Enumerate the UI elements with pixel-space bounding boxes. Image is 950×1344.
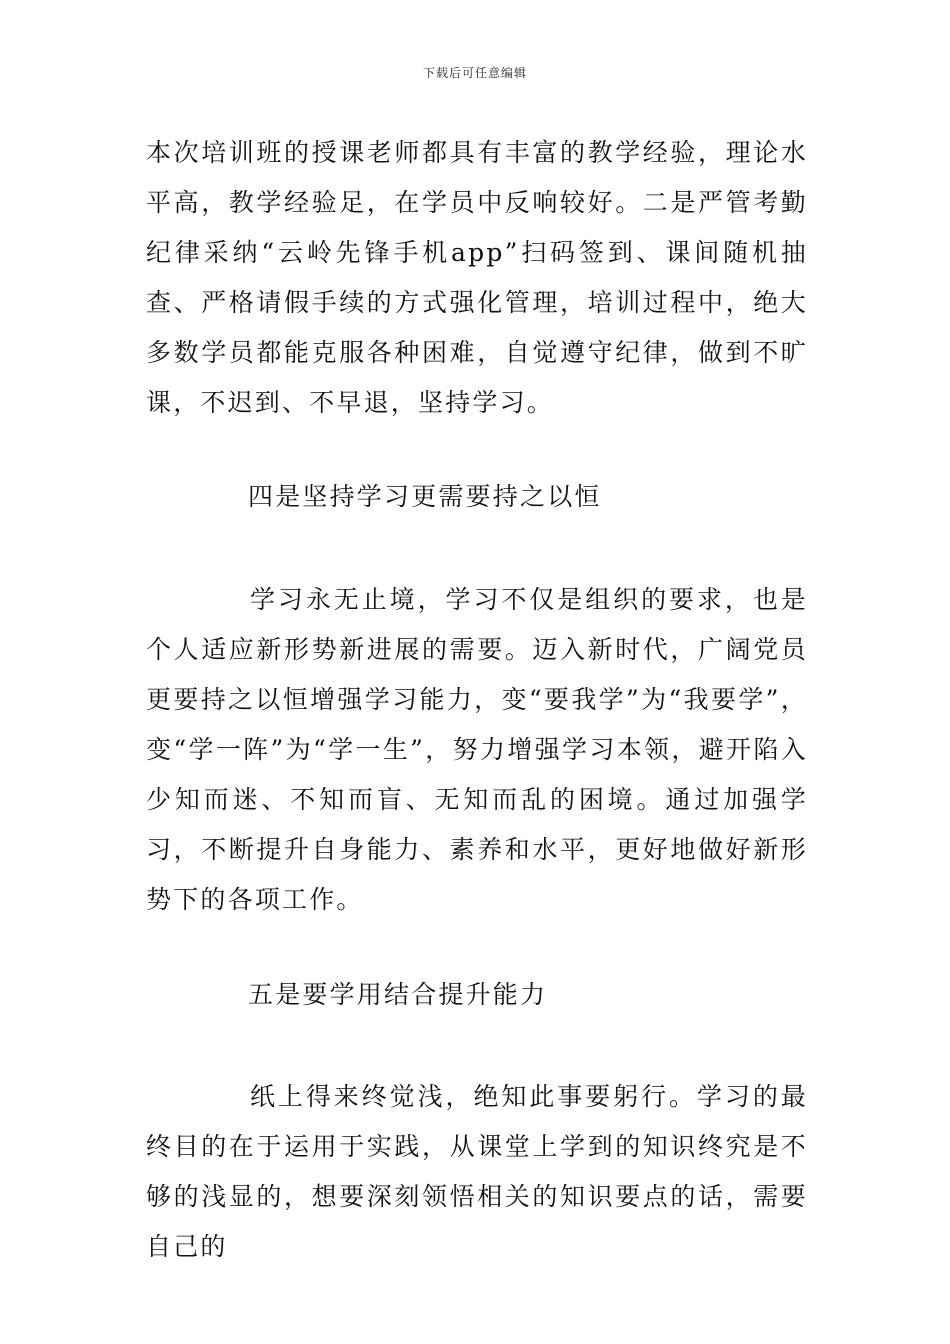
body-paragraph: 纸上得来终觉浅，绝知此事要躬行。学习的最终目的在于运用于实践，从课堂上学到的知识终究是不够的浅显的，想要深刻领悟相关的知识要点的话，需要自己的: [146, 1082, 808, 1261]
header-note: 下载后可任意编辑: [422, 66, 527, 80]
body-paragraph: 学习永无止境，学习不仅是组织的要求，也是个人适应新形势新进展的需要。迈入新时代，广阔党员更要持之以恒增强学习能力，变“要我学”为“我要学”，变“学一阵”为“学一生”，努力增强学习本领，避开陷入少知而迷、不知而盲、无知而乱的困境。通过加强学习，不断提升自身能力、素养和水平，更好地做好新形势下的各项工作。: [146, 585, 808, 914]
body-paragraph: 本次培训班的授课老师都具有丰富的教学经验，理论水平高，教学经验足，在学员中反响较好。二是严管考勤纪律采纳“云岭先锋手机app”扫码签到、课间随机抽查、严格请假手续的方式强化管理，培训过程中，绝大多数学员都能克服各种困难，自觉遵守纪律，做到不旷课，不迟到、不早退，坚持学习。: [146, 138, 808, 417]
section-heading: 五是要学用结合提升能力: [248, 980, 548, 1009]
section-heading: 四是坚持学习更需要持之以恒: [248, 482, 602, 511]
